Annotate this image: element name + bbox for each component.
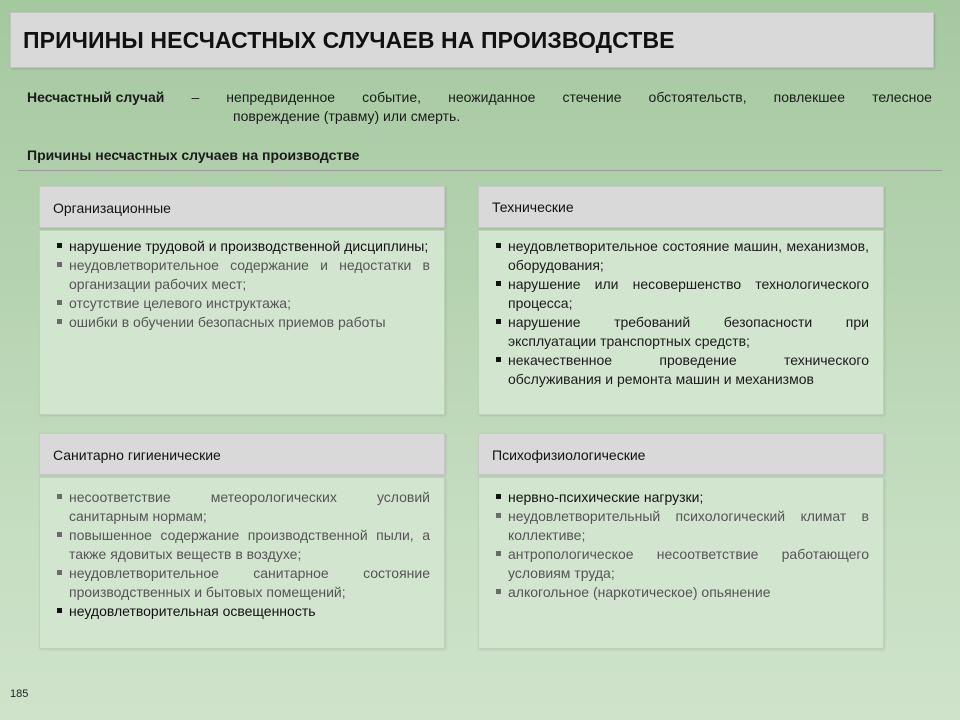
card-heading: Психофизиологические [492,447,646,463]
list-item: нарушение трудовой и производственной дисциплины; [54,237,430,256]
list-item: несоответствие метеорологических условий санитарным нормам; [54,488,430,526]
card-body [478,230,884,415]
list-item: повышенное содержание производственной пыли, а также ядовитых веществ в воздухе; [54,526,430,564]
cause-list [493,237,869,389]
card-heading: Организационные [53,200,171,216]
card-body [39,477,445,649]
card-psychophysiological [478,433,884,649]
section-divider [18,170,942,171]
definition-term: Несчастный случай [27,89,165,105]
definition-word: телесное [872,89,932,105]
card-header [39,433,445,475]
card-header [39,186,445,228]
list-item: некачественное проведение технического обслуживания и ремонта машин и механизмов [493,351,869,389]
list-item: алкогольное (наркотическое) опьянение [493,583,869,602]
definition-word: – [191,89,200,105]
definition-word: событие, [362,89,422,105]
cause-list [493,488,869,602]
definition-word: стечение [562,89,622,105]
definition-word: непредвиденное [226,89,336,105]
list-item: неудовлетворительное состояние машин, механизмов, оборудования; [493,237,869,275]
list-item: неудовлетворительная освещенность [54,602,430,621]
card-body [478,477,884,649]
cause-list [54,237,430,332]
card-heading: Технические [492,199,574,215]
page-number: 185 [10,688,29,700]
list-item: нарушение или несовершенство технологического процесса; [493,275,869,313]
page-title: ПРИЧИНЫ НЕСЧАСТНЫХ СЛУЧАЕВ НА ПРОИЗВОДСТВЕ [23,27,675,53]
section-heading: Причины несчастных случаев на производстве [27,147,360,163]
card-organizational [39,186,445,415]
title-bar [10,12,934,68]
card-header [478,433,884,475]
card-sanitary [39,433,445,649]
definition-word: обстоятельств, [648,89,747,105]
definition-line-1 [27,88,932,107]
list-item: нарушение требований безопасности при эксплуатации транспортных средств; [493,313,869,351]
list-item: антропологическое несоответствие работающего условиям труда; [493,545,869,583]
definition-word: повлекшее [773,89,846,105]
card-technical [478,186,884,415]
card-header [478,186,884,228]
cause-list [54,488,430,621]
list-item: отсутствие целевого инструктажа; [54,294,430,313]
definition-word: неожиданное [448,89,536,105]
list-item: неудовлетворительный психологический климат в коллективе; [493,507,869,545]
card-heading: Санитарно гигиенические [53,447,221,463]
card-body [39,230,445,415]
list-item: нервно-психические нагрузки; [493,488,869,507]
list-item: неудовлетворительное содержание и недостатки в организации рабочих мест; [54,256,430,294]
definition-line-2: повреждение (травму) или смерть. [233,108,461,124]
definition [27,88,932,126]
list-item: неудовлетворительное санитарное состояние производственных и бытовых помещений; [54,564,430,602]
list-item: ошибки в обучении безопасных приемов работы [54,313,430,332]
